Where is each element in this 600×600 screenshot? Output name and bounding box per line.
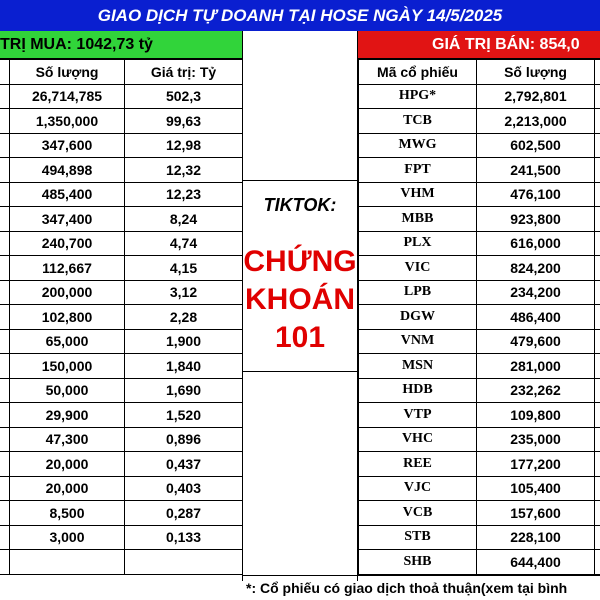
buy-qty-cell: 47,300: [10, 427, 125, 452]
buy-code-cell: [0, 305, 10, 330]
buy-value-cell: 99,63: [125, 109, 243, 134]
sell-qty-cell: 234,200: [477, 280, 595, 305]
sell-total-header: GIÁ TRỊ BÁN: 854,0: [358, 31, 600, 59]
buy-code-cell: [0, 476, 10, 501]
buy-qty-cell: 347,400: [10, 207, 125, 232]
sell-qty-cell: 2,213,000: [477, 109, 595, 134]
sell-value-cell: [595, 476, 600, 501]
buy-qty-cell: 102,800: [10, 305, 125, 330]
buy-qty-cell: 200,000: [10, 280, 125, 305]
table-row: [0, 378, 242, 403]
buy-code-cell: [0, 84, 10, 109]
sell-code-cell: VJC: [359, 476, 477, 501]
table-row: [0, 476, 242, 501]
table-row: [359, 378, 600, 403]
tiktok-label: TIKTOK:: [263, 195, 337, 215]
buy-qty-cell: 347,600: [10, 133, 125, 158]
promo-column: [242, 31, 358, 581]
buy-value-cell: 4,15: [125, 256, 243, 281]
sell-value-cell: [595, 256, 600, 281]
buy-total-header: TRỊ MUA: 1042,73 tỷ: [0, 31, 242, 59]
sell-code-cell: VIC: [359, 256, 477, 281]
sell-qty-cell: 602,500: [477, 133, 595, 158]
table-row: [359, 403, 600, 428]
buy-value-cell: 12,32: [125, 158, 243, 183]
table-row: [0, 501, 242, 526]
sell-code-cell: MSN: [359, 354, 477, 379]
sell-value-cell: [595, 378, 600, 403]
table-row: [359, 109, 600, 134]
table-row: [359, 329, 600, 354]
sell-qty-cell: 157,600: [477, 501, 595, 526]
buy-qty-header: Số lượng: [10, 60, 125, 85]
table-row: [359, 452, 600, 477]
sell-code-cell: PLX: [359, 231, 477, 256]
sell-value-cell: [595, 550, 600, 575]
buy-value-header: Giá trị: Tỷ: [125, 60, 243, 85]
sell-code-cell: VHM: [359, 182, 477, 207]
buy-qty-cell: 8,500: [10, 501, 125, 526]
buy-qty-cell: 485,400: [10, 182, 125, 207]
sell-qty-cell: 476,100: [477, 182, 595, 207]
table-row: [0, 158, 242, 183]
sell-qty-cell: 616,000: [477, 231, 595, 256]
buy-code-cell: [0, 550, 10, 575]
sell-qty-cell: 241,500: [477, 158, 595, 183]
table-row: [0, 109, 242, 134]
buy-value-cell: 3,12: [125, 280, 243, 305]
sell-value-cell: [595, 427, 600, 452]
table-row: [359, 427, 600, 452]
sell-value-cell: [595, 525, 600, 550]
sell-qty-cell: 235,000: [477, 427, 595, 452]
table-row: [359, 280, 600, 305]
brand-line-2: KHOÁN: [245, 283, 355, 316]
table-row: [0, 427, 242, 452]
sell-code-cell: VCB: [359, 501, 477, 526]
table-row: [359, 550, 600, 575]
table-row: [359, 182, 600, 207]
sell-code-cell: VNM: [359, 329, 477, 354]
sell-code-cell: TCB: [359, 109, 477, 134]
table-row: [359, 501, 600, 526]
sell-value-cell: [595, 305, 600, 330]
table-row: [0, 525, 242, 550]
table-row: [0, 550, 242, 575]
buy-qty-cell: [10, 550, 125, 575]
table-row: [0, 403, 242, 428]
sell-qty-cell: 479,600: [477, 329, 595, 354]
sell-qty-cell: 228,100: [477, 525, 595, 550]
buy-value-cell: 0,403: [125, 476, 243, 501]
buy-code-cell: [0, 501, 10, 526]
sell-code-cell: SHB: [359, 550, 477, 575]
table-row: [359, 158, 600, 183]
brand-line-3: 101: [274, 321, 326, 354]
brand-text: [243, 243, 357, 357]
buy-value-cell: 1,520: [125, 403, 243, 428]
sell-value-header-cell: [595, 60, 600, 85]
buy-value-cell: 0,287: [125, 501, 243, 526]
table-row: [359, 84, 600, 109]
table-row: [0, 354, 242, 379]
table-row: [359, 133, 600, 158]
buy-code-cell: [0, 329, 10, 354]
sell-code-cell: REE: [359, 452, 477, 477]
sell-table: [358, 59, 600, 575]
page-title: GIAO DỊCH TỰ DOANH TẠI HOSE NGÀY 14/5/2025: [0, 0, 600, 31]
table-row: [0, 256, 242, 281]
sell-value-cell: [595, 501, 600, 526]
brand-line-1: CHỨNG: [243, 245, 357, 278]
sell-value-cell: [595, 403, 600, 428]
sell-value-cell: [595, 231, 600, 256]
buy-value-cell: 1,840: [125, 354, 243, 379]
buy-qty-cell: 112,667: [10, 256, 125, 281]
sell-value-cell: [595, 329, 600, 354]
buy-code-cell: [0, 109, 10, 134]
buy-value-cell: 2,28: [125, 305, 243, 330]
sell-value-cell: [595, 354, 600, 379]
buy-qty-cell: 240,700: [10, 231, 125, 256]
sell-value-cell: [595, 84, 600, 109]
sell-code-cell: FPT: [359, 158, 477, 183]
table-row: [0, 133, 242, 158]
buy-code-header-cell: [0, 60, 10, 85]
buy-qty-cell: 1,350,000: [10, 109, 125, 134]
buy-code-cell: [0, 525, 10, 550]
sell-qty-cell: 644,400: [477, 550, 595, 575]
sell-qty-cell: 486,400: [477, 305, 595, 330]
sell-value-cell: [595, 182, 600, 207]
sell-qty-cell: 232,262: [477, 378, 595, 403]
table-row: [359, 256, 600, 281]
sell-qty-cell: 923,800: [477, 207, 595, 232]
buy-code-cell: [0, 427, 10, 452]
buy-code-cell: [0, 378, 10, 403]
table-row: [0, 452, 242, 477]
buy-code-cell: [0, 280, 10, 305]
sell-value-cell: [595, 158, 600, 183]
buy-qty-cell: 20,000: [10, 452, 125, 477]
buy-qty-cell: 50,000: [10, 378, 125, 403]
table-row: [359, 305, 600, 330]
sell-table-header-row: [359, 60, 600, 85]
table-row: [359, 525, 600, 550]
sell-code-cell: MWG: [359, 133, 477, 158]
buy-qty-cell: 3,000: [10, 525, 125, 550]
buy-value-cell: 0,896: [125, 427, 243, 452]
sell-code-header: Mã cổ phiếu: [359, 60, 477, 85]
sell-value-cell: [595, 207, 600, 232]
table-row: [0, 182, 242, 207]
sell-code-cell: HPG*: [359, 84, 477, 109]
sell-table-body: [359, 84, 600, 574]
table-row: [359, 354, 600, 379]
buy-qty-cell: 29,900: [10, 403, 125, 428]
buy-qty-cell: 20,000: [10, 476, 125, 501]
table-row: [359, 207, 600, 232]
table-row: [0, 207, 242, 232]
buy-code-cell: [0, 207, 10, 232]
sell-value-cell: [595, 109, 600, 134]
footnote: *: Cổ phiếu có giao dịch thoả thuận(xem tại bình: [242, 575, 600, 600]
buy-value-cell: 8,24: [125, 207, 243, 232]
buy-code-cell: [0, 231, 10, 256]
sell-code-cell: VTP: [359, 403, 477, 428]
table-row: [0, 231, 242, 256]
table-row: [0, 84, 242, 109]
buy-code-cell: [0, 182, 10, 207]
sell-qty-cell: 177,200: [477, 452, 595, 477]
sell-value-cell: [595, 452, 600, 477]
buy-qty-cell: 494,898: [10, 158, 125, 183]
buy-value-cell: 12,23: [125, 182, 243, 207]
buy-qty-cell: 26,714,785: [10, 84, 125, 109]
sell-panel: [358, 31, 600, 581]
buy-value-cell: 502,3: [125, 84, 243, 109]
table-row: [0, 280, 242, 305]
sell-qty-cell: 281,000: [477, 354, 595, 379]
buy-value-cell: 1,690: [125, 378, 243, 403]
buy-table: [0, 59, 242, 575]
buy-qty-cell: 65,000: [10, 329, 125, 354]
sell-qty-cell: 109,800: [477, 403, 595, 428]
sell-code-cell: LPB: [359, 280, 477, 305]
sell-value-cell: [595, 133, 600, 158]
buy-value-cell: 0,437: [125, 452, 243, 477]
sell-code-cell: STB: [359, 525, 477, 550]
buy-value-cell: 12,98: [125, 133, 243, 158]
buy-panel: [0, 31, 242, 581]
buy-value-cell: 1,900: [125, 329, 243, 354]
buy-qty-cell: 150,000: [10, 354, 125, 379]
sell-value-cell: [595, 280, 600, 305]
buy-code-cell: [0, 158, 10, 183]
buy-code-cell: [0, 403, 10, 428]
buy-value-cell: 0,133: [125, 525, 243, 550]
sell-code-cell: DGW: [359, 305, 477, 330]
table-row: [359, 231, 600, 256]
buy-code-cell: [0, 354, 10, 379]
sell-qty-header: Số lượng: [477, 60, 595, 85]
buy-table-header-row: [0, 60, 242, 85]
buy-table-body: [0, 84, 242, 574]
table-row: [0, 305, 242, 330]
sell-code-cell: HDB: [359, 378, 477, 403]
table-row: [359, 476, 600, 501]
buy-code-cell: [0, 256, 10, 281]
buy-code-cell: [0, 133, 10, 158]
sell-qty-cell: 824,200: [477, 256, 595, 281]
table-row: [0, 329, 242, 354]
promo-box: [243, 180, 357, 372]
sell-code-cell: VHC: [359, 427, 477, 452]
buy-value-cell: 4,74: [125, 231, 243, 256]
sell-code-cell: MBB: [359, 207, 477, 232]
buy-code-cell: [0, 452, 10, 477]
sell-qty-cell: 2,792,801: [477, 84, 595, 109]
sell-qty-cell: 105,400: [477, 476, 595, 501]
buy-value-cell: [125, 550, 243, 575]
